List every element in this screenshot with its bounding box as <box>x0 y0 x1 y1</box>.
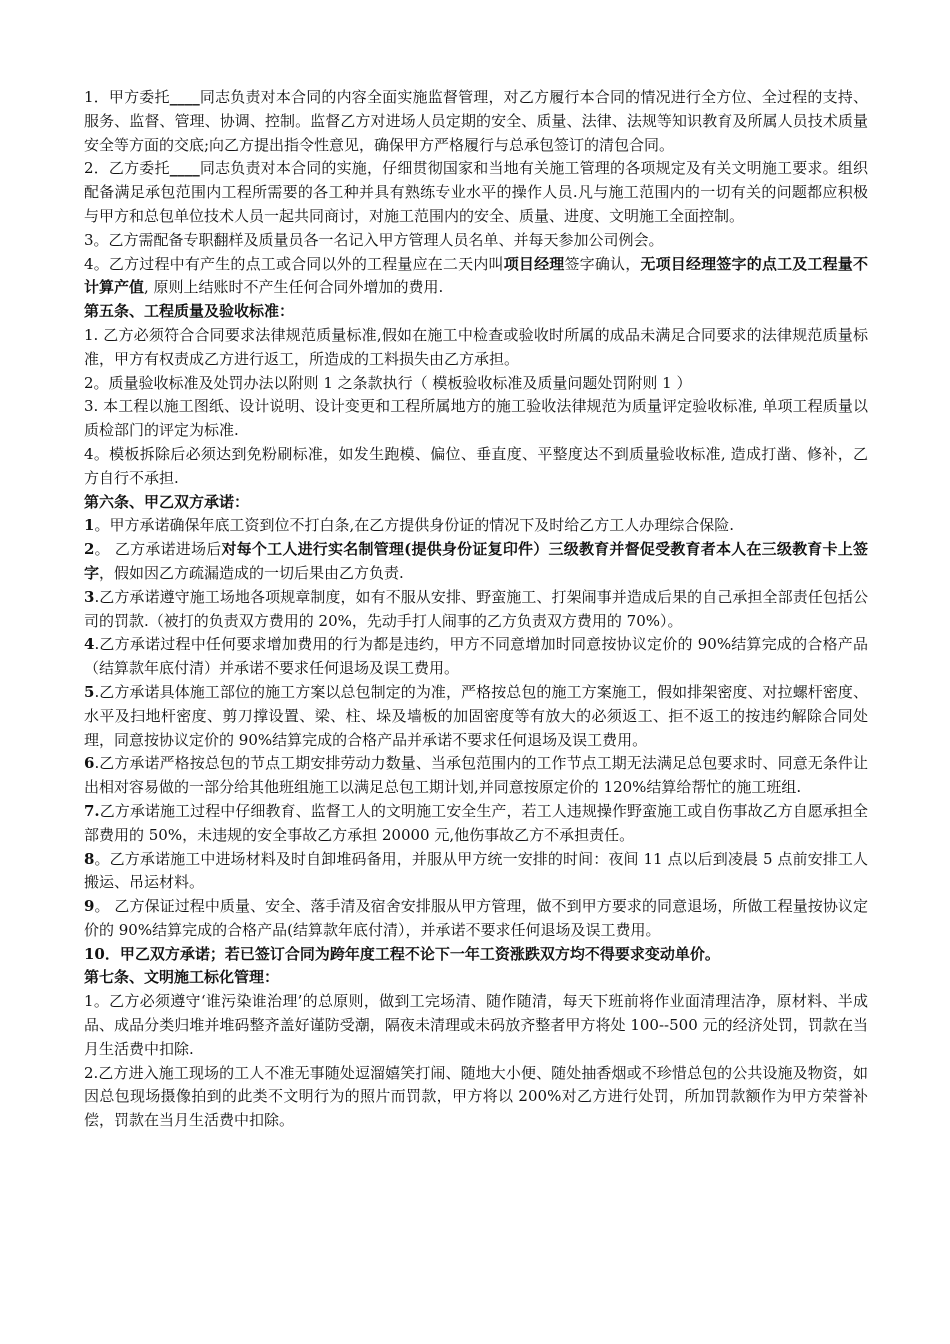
bold-text: 6 <box>84 754 95 773</box>
text-run: 第七条、文明施工标化管理： <box>84 968 280 987</box>
paragraph <box>84 395 868 443</box>
text-run: .乙方承诺具体施工部位的施工方案以总包制定的为准，严格按总包的施工方案施工，假如排架密度、对拉螺杆密度、水平及扫地杆密度、剪刀撑设置、梁、柱、垛及墙板的加固密度等有放大的必须返工、拒不返工的按违约解除合同处理，同意按协议定价的 90%结算完成的合格产品并承诺不要求任何退场及误工费用。 <box>84 682 868 749</box>
text-run: 3. 本工程以施工图纸、设计说明、设计变更和工程所属地方的施工验收法律规范为质量评定验收标准, 单项工程质量以质检部门的评定为标准. <box>84 397 868 440</box>
text-run: 。 乙方承诺进场后 <box>94 540 222 559</box>
bold-text: 项目经理 <box>503 254 565 273</box>
paragraph <box>84 752 868 800</box>
blank-underline: ____ <box>169 88 200 106</box>
paragraph <box>84 1062 868 1133</box>
bold-text: 10．甲乙双方承诺；若已签订合同为跨年度工程不论下一年工资涨跌双方均不得要求变动单价。 <box>84 944 720 963</box>
blank-underline: ____ <box>169 159 200 178</box>
section-heading <box>84 966 868 990</box>
text-run: ，假如因乙方疏漏造成的一切后果由乙方负责. <box>99 563 404 582</box>
paragraph <box>84 800 868 848</box>
bold-text: 4 <box>84 635 95 654</box>
text-run: 1. 乙方必须符合合同要求法律规范质量标准,假如在施工中检查或验收时所属的成品未满足合同要求的法律规范质量标准，甲方有权责成乙方进行返工，所造成的工料损失由乙方承担。 <box>84 325 868 368</box>
paragraph <box>84 443 868 491</box>
text-run: 4。乙方过程中有产生的点工或合同以外的工程量应在二天内叫 <box>84 254 504 273</box>
text-run: 第五条、工程质量及验收标准： <box>84 302 295 321</box>
paragraph <box>84 157 868 228</box>
paragraph <box>84 990 868 1061</box>
text-run: 3。乙方需配备专职翻样及质量员各一名记入甲方管理人员名单、并每天参加公司例会。 <box>84 230 664 249</box>
section-heading <box>84 491 868 515</box>
paragraph <box>84 229 868 253</box>
text-run: .乙方承诺遵守施工场地各项规章制度，如有不服从安排、野蛮施工、打架闹事并造成后果的自己承担全部责任包括公司的罚款.（被打的负责双方费用的 20%，先动手打人闹事的乙方负责双方费用的 70%）。 <box>84 587 868 630</box>
paragraph <box>84 253 868 301</box>
paragraph <box>84 86 868 157</box>
text-run: 同志负责对本合同的实施，仔细贯彻国家和当地有关施工管理的各项规定及有关文明施工要求。组织配备满足承包范围内工程所需要的各工种并具有熟练专业水平的操作人员.凡与施工范围内的一切有关的问题都应积极与甲方和总包单位技术人员一起共同商讨，对施工范围内的安全、质量、进度、文明施工全面控制。 <box>84 159 868 225</box>
bold-text: 无项目经理签字的点工及工程量不计算产值 <box>84 254 868 297</box>
text-run: .乙方承诺过程中任何要求增加费用的行为都是违约，甲方不同意增加时同意按协议定价的 90%结算完成的合格产品（结算款年底付清）并承诺不要求任何退场及误工费用。 <box>84 635 868 678</box>
paragraph <box>84 372 868 396</box>
text-run: 。 乙方保证过程中质量、安全、落手清及宿舍安排服从甲方管理，做不到甲方要求的同意退场，所做工程量按协议定价的 90%结算完成的合格产品(结算款年底付清），并承诺不要求任何退场及误工费用。 <box>84 897 868 939</box>
bold-text: 9 <box>84 897 95 916</box>
bold-text: 对每个工人进行实名制管理(提供身份证复印件）三级教育并督促受教育者本人在三级教育卡上签字 <box>84 540 868 582</box>
bold-text: 2 <box>84 540 95 559</box>
text-run: 2．乙方委托 <box>84 159 170 178</box>
text-run: 1．甲方委托 <box>84 88 170 106</box>
section-heading <box>84 300 868 324</box>
paragraph <box>84 538 868 586</box>
bold-text: 8 <box>84 849 95 868</box>
text-run: , 原则上结账时不产生任何合同外增加的费用. <box>144 278 444 297</box>
text-run: 2.乙方进入施工现场的工人不准无事随处逗溜嬉笑打闹、随地大小便、随处抽香烟或不珍惜总包的公共设施及物资，如因总包现场摄像拍到的此类不文明行为的照片而罚款，甲方将以 200%对乙方进行处罚，所加罚款额作为甲方荣誉补偿，罚款在当月生活费中扣除。 <box>84 1063 868 1130</box>
text-run: .乙方承诺严格按总包的节点工期安排劳动力数量、当承包范围内的工作节点工期无法满足总包要求时、同意无条件让出相对容易做的一部分给其他班组施工以满足总包工期计划,并同意按原定价的 120%结算给帮忙的施工班组. <box>84 754 868 797</box>
paragraph <box>84 514 868 538</box>
paragraph <box>84 943 868 967</box>
paragraph <box>84 324 868 372</box>
text-run: 。乙方承诺施工中进场材料及时自卸堆码备用，并服从甲方统一安排的时间：夜间 11 点以后到凌晨 5 点前安排工人搬运、吊运材料。 <box>84 849 868 892</box>
text-run: 4。模板拆除后必须达到免粉刷标准，如发生跑模、偏位、垂直度、平整度达不到质量验收标准, 造成打凿、修补，乙方自行不承担. <box>84 444 868 487</box>
paragraph <box>84 848 868 896</box>
paragraph <box>84 681 868 752</box>
paragraph <box>84 895 868 943</box>
text-run: 2。质量验收标准及处罚办法以附则 1 之条款执行（ 模板验收标准及质量问题处罚附则 1 ） <box>84 373 692 392</box>
paragraph <box>84 586 868 634</box>
bold-text: 5 <box>84 682 95 701</box>
text-run: 1。乙方必须遵守‘谁污染谁治理’的总原则，做到工完场清、随作随清，每天下班前将作业面清理洁净，原材料、半成品、成品分类归堆并堆码整齐盖好谨防受潮，隔夜未清理或未码放齐整者甲方将处 100--500 元的经济处罚，罚款在当月生活费中扣除. <box>84 992 868 1058</box>
paragraph <box>84 633 868 681</box>
bold-text: 7. <box>84 801 100 820</box>
text-run: 。甲方承诺确保年底工资到位不打白条,在乙方提供身份证的情况下及时给乙方工人办理综合保险. <box>94 516 734 535</box>
text-run: 第六条、甲乙双方承诺： <box>84 492 250 511</box>
bold-text: 3 <box>84 587 95 606</box>
bold-text: 1 <box>84 516 95 535</box>
text-run: 乙方承诺施工过程中仔细教育、监督工人的文明施工安全生产，若工人违规操作野蛮施工或自伤事故乙方自愿承担全部费用的 50%，未违规的安全事故乙方承担 20000 元,他伤事故乙方不承担责任。 <box>84 801 868 844</box>
text-run: 同志负责对本合同的内容全面实施监督管理，对乙方履行本合同的情况进行全方位、全过程的支持、服务、监督、管理、协调、控制。监督乙方对进场人员定期的安全、质量、法律、法规等知识教育及所属人员技术质量安全等方面的交底;向乙方提出指令性意见，确保甲方严格履行与总承包签订的清包合同。 <box>84 88 868 154</box>
text-run: 签字确认， <box>564 254 641 273</box>
